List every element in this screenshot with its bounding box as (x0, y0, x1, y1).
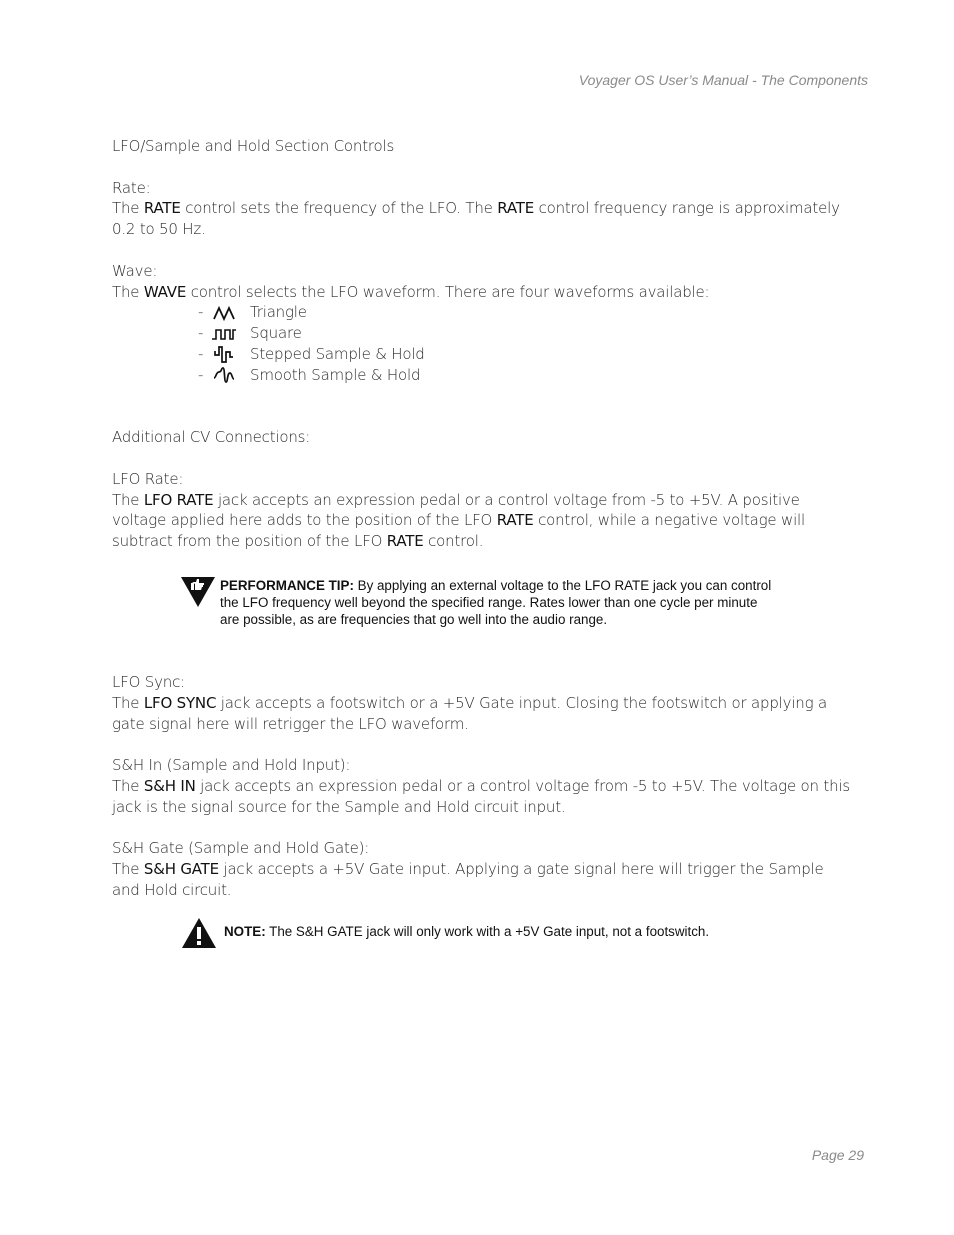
wave-heading: Wave: (112, 261, 158, 280)
tip-title: PERFORMANCE TIP: (220, 577, 354, 593)
lfo-sync-paragraph (112, 693, 852, 735)
text-run: The (112, 199, 144, 218)
page-content (112, 136, 852, 949)
note-title: NOTE: (224, 924, 266, 940)
sh-in-heading: S&H In (Sample and Hold Input): (112, 756, 351, 775)
control-name: LFO SYNC (143, 693, 217, 712)
text-run: control frequency range is approximately 0.2 to 50 Hz. (112, 199, 840, 239)
list-item-label: Stepped Sample & Hold (250, 344, 425, 363)
tip-text (220, 577, 780, 628)
list-dash: - (198, 303, 204, 322)
text-run: jack accepts a +5V Gate input. Applying a gate signal here will trigger the Sample and Hold circuit. (112, 860, 824, 899)
control-name: RATE (386, 532, 424, 551)
warning-triangle-icon (181, 917, 217, 949)
text-run: The (112, 490, 144, 509)
list-dash: - (198, 324, 204, 343)
list-item (198, 302, 852, 323)
waveform-list (112, 302, 852, 385)
running-header: Voyager OS User’s Manual - The Components (578, 72, 868, 88)
list-dash: - (198, 344, 204, 363)
control-name: RATE (143, 199, 181, 218)
lfo-sync-heading: LFO Sync: (112, 672, 185, 691)
text-run: The (112, 282, 144, 301)
thumbs-up-triangle-icon (180, 576, 216, 608)
control-name: RATE (496, 511, 534, 530)
text-run: jack accepts an expression pedal or a control voltage from -5 to +5V. The voltage on this jack is the signal source for the Sample and Hold circuit input. (112, 776, 850, 816)
lfo-rate-paragraph (112, 490, 852, 552)
list-item-label: Smooth Sample & Hold (250, 365, 421, 384)
list-item (198, 365, 852, 386)
sh-gate-paragraph (112, 859, 852, 901)
tip-body: By applying an external voltage to the LFO RATE jack you can control the LFO frequency well beyond the specified range. Rates lower than one cycle per minute are possible, as are frequencies that go well into the audio range. (220, 577, 772, 627)
list-item (198, 344, 852, 365)
note-callout (181, 917, 852, 949)
text-run: control sets the frequency of the LFO. The (180, 199, 498, 218)
text-run: control selects the LFO waveform. There are four waveforms available: (186, 282, 710, 301)
list-item-label: Triangle (250, 303, 307, 322)
smooth-sample-hold-icon (212, 366, 236, 384)
page-number: Page 29 (811, 1147, 864, 1163)
note-text (224, 922, 709, 943)
rate-paragraph (112, 198, 852, 240)
control-name: RATE (497, 199, 535, 218)
lfo-rate-heading: LFO Rate: (112, 469, 184, 488)
stepped-sample-hold-icon (212, 345, 236, 363)
sh-in-paragraph (112, 776, 852, 818)
sh-gate-heading: S&H Gate (Sample and Hold Gate): (112, 839, 370, 858)
list-item (198, 323, 852, 344)
square-wave-icon (212, 325, 236, 343)
rate-heading: Rate: (112, 178, 151, 197)
control-name: LFO RATE (143, 490, 214, 509)
text-run: The (112, 693, 144, 712)
text-run: jack accepts a footswitch or a +5V Gate input. Closing the footswitch or applying a gate signal here will retrigger the LFO waveform. (112, 693, 827, 733)
performance-tip (180, 577, 852, 628)
control-name: WAVE (143, 282, 187, 301)
list-dash: - (198, 365, 204, 384)
control-name: S&H GATE (143, 860, 219, 879)
list-item-label: Square (250, 324, 302, 343)
text-run: The (112, 860, 144, 879)
wave-paragraph (112, 282, 852, 303)
note-body: The S&H GATE jack will only work with a +5V Gate input, not a footswitch. (265, 924, 710, 940)
cv-section-title: Additional CV Connections: (112, 428, 311, 447)
text-run: control, while a negative voltage will subtract from the position of the LFO (112, 511, 805, 551)
text-run: The (112, 776, 144, 795)
text-run: jack accepts an expression pedal or a control voltage from -5 to +5V. A positive voltage applied here adds to the position of the LFO (112, 490, 800, 530)
triangle-wave-icon (212, 304, 236, 322)
control-name: S&H IN (143, 776, 196, 795)
text-run: control. (423, 532, 484, 551)
section-title: LFO/Sample and Hold Section Controls (112, 137, 395, 155)
